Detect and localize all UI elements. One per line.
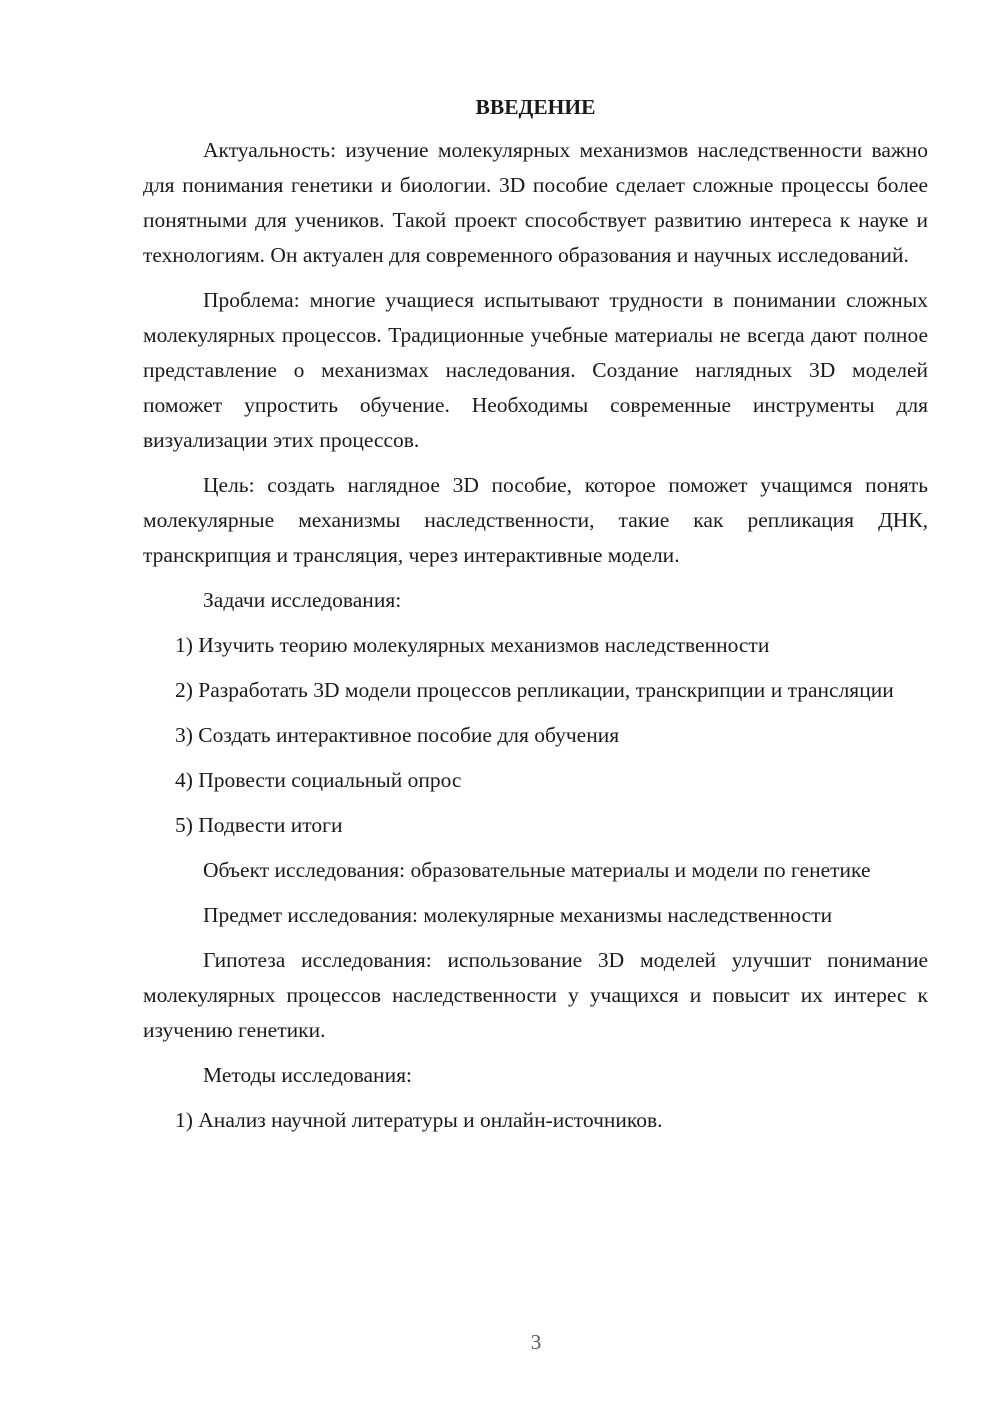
relevance-paragraph: Актуальность: изучение молекулярных механизмов наследственности важно для понимания генетики и биологии. 3D пособие сделает сложные процессы более понятными для учеников. Такой проект способствует развитию интереса к науке и технологиям. Он актуален для современного образования и научных исследований. [143, 138, 928, 267]
task-item: 4) Провести социальный опрос [175, 768, 462, 792]
methods-heading: Методы исследования: [203, 1063, 412, 1087]
page-number: 3 [530, 1330, 542, 1354]
hypothesis-paragraph: Гипотеза исследования: использование 3D моделей улучшит понимание молекулярных процессов наследственности у учащихся и повысит их интерес к изучению генетики. [143, 948, 928, 1042]
task-item: 3) Создать интерактивное пособие для обучения [175, 723, 620, 747]
task-item: 5) Подвести итоги [175, 813, 343, 837]
document-page [143, 90, 928, 1148]
method-item: 1) Анализ научной литературы и онлайн-источников. [175, 1108, 663, 1132]
problem-paragraph: Проблема: многие учащиеся испытывают трудности в понимании сложных молекулярных процессов. Традиционные учебные материалы не всегда дают полное представление о механизмах наследования. Создание наглядных 3D моделей поможет упростить обучение. Необходимы современные инструменты для визуализации этих процессов. [143, 288, 928, 452]
tasks-heading: Задачи исследования: [203, 588, 402, 612]
page-title: ВВЕДЕНИЕ [475, 95, 596, 119]
goal-paragraph: Цель: создать наглядное 3D пособие, которое поможет учащимся понять молекулярные механизмы наследственности, такие как репликация ДНК, транскрипция и трансляция, через интерактивные модели. [143, 473, 928, 567]
subject-paragraph: Предмет исследования: молекулярные механизмы наследственности [203, 903, 833, 927]
object-paragraph: Объект исследования: образовательные материалы и модели по генетике [203, 858, 871, 882]
task-item: 2) Разработать 3D модели процессов репликации, транскрипции и трансляции [175, 678, 894, 702]
task-item: 1) Изучить теорию молекулярных механизмов наследственности [175, 633, 770, 657]
